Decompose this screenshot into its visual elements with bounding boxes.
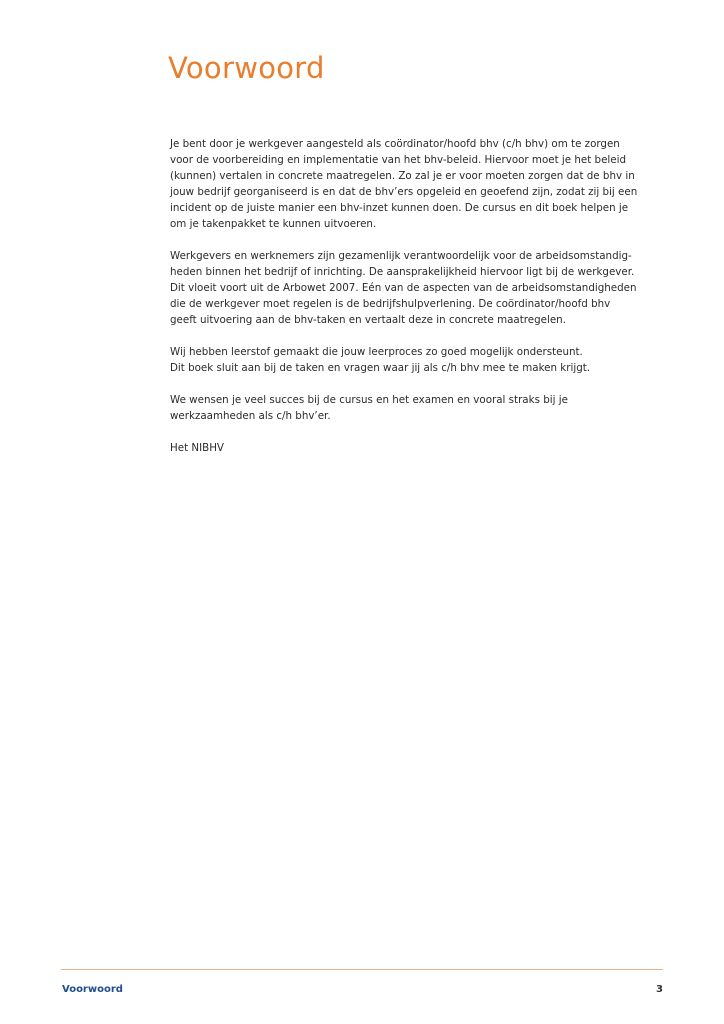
- paragraph: [170, 248, 670, 328]
- footer-divider: [61, 969, 663, 970]
- text-line: (kunnen) vertalen in concrete maatregelen. Zo zal je er voor moeten zorgen dat de bhv in: [170, 170, 635, 182]
- text-line: incident op de juiste manier een bhv-inzet kunnen doen. De cursus en dit boek helpen je: [170, 202, 629, 214]
- paragraph: [170, 136, 670, 232]
- text-line: voor de voorbereiding en implementatie van het bhv-beleid. Hiervoor moet je het beleid: [170, 154, 627, 166]
- body-text: [170, 136, 670, 472]
- signature-paragraph: [170, 440, 670, 456]
- text-line: Dit boek sluit aan bij de taken en vragen waar jij als c/h bhv mee te maken krijgt.: [170, 362, 591, 374]
- page-title: Voorwoord: [168, 51, 325, 85]
- footer-section-label: Voorwoord: [62, 984, 123, 995]
- text-line: jouw bedrijf georganiseerd is en dat de bhv’ers opgeleid en geoefend zijn, zodat zij bij een: [170, 186, 638, 198]
- text-line: die de werkgever moet regelen is de bedrijfshulpverlening. De coördinator/hoofd bhv: [170, 298, 611, 310]
- text-line: om je takenpakket te kunnen uitvoeren.: [170, 218, 377, 230]
- text-line: heden binnen het bedrijf of inrichting. De aansprakelijkheid hiervoor ligt bij de werkgever.: [170, 266, 635, 278]
- text-line: Werkgevers en werknemers zijn gezamenlijk verantwoordelijk voor de arbeidsomstandig-: [170, 250, 632, 262]
- page-number: 3: [656, 984, 663, 995]
- text-line: Je bent door je werkgever aangesteld als coördinator/hoofd bhv (c/h bhv) om te zorgen: [170, 138, 620, 150]
- text-line: Wij hebben leerstof gemaakt die jouw leerproces zo goed mogelijk ondersteunt.: [170, 346, 583, 358]
- text-line: geeft uitvoering aan de bhv-taken en vertaalt deze in concrete maatregelen.: [170, 314, 566, 326]
- paragraph: [170, 392, 670, 424]
- text-line: We wensen je veel succes bij de cursus en het examen en vooral straks bij je: [170, 394, 568, 406]
- paragraph: [170, 344, 670, 376]
- signature-line: Het NIBHV: [170, 442, 224, 454]
- text-line: Dit vloeit voort uit de Arbowet 2007. Eén van de aspecten van de arbeidsomstandigheden: [170, 282, 637, 294]
- text-line: werkzaamheden als c/h bhv’er.: [170, 410, 331, 422]
